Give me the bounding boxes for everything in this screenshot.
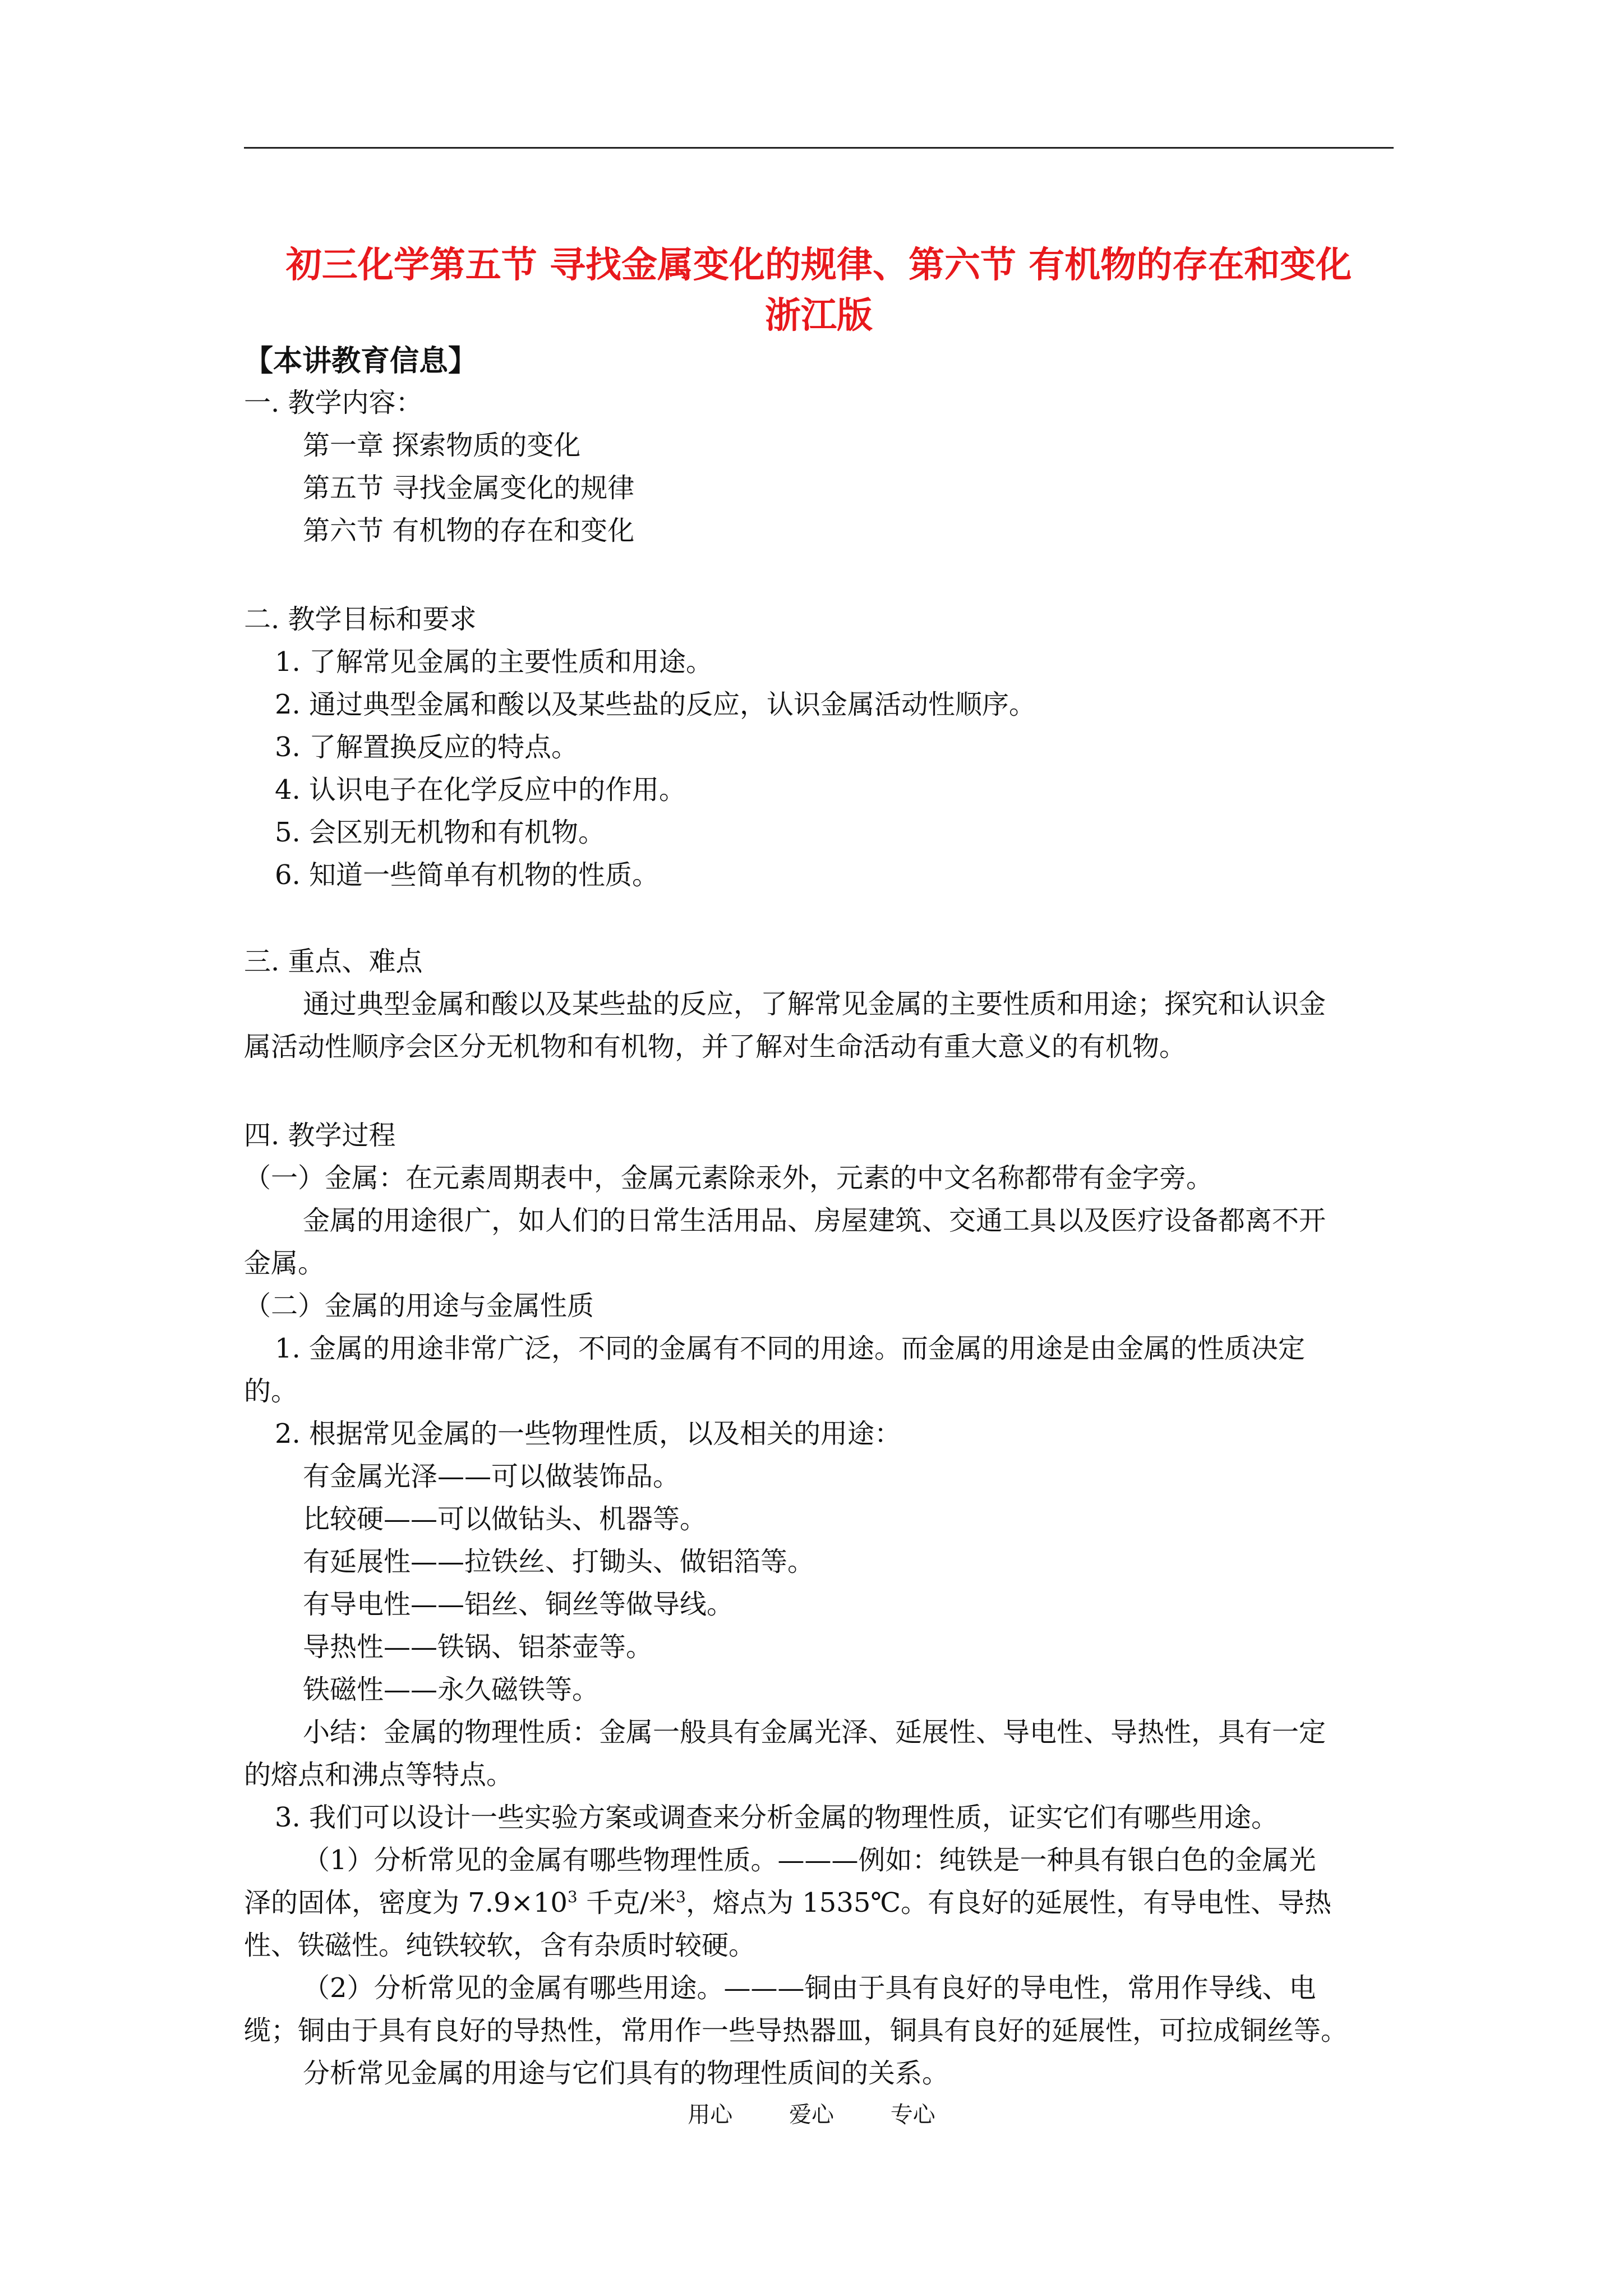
numbered-item-2: 2. 根据常见金属的一些物理性质，以及相关的用途：	[275, 1418, 902, 1450]
document-title-line2: 浙江版	[765, 295, 873, 337]
header-rule	[244, 147, 1394, 149]
part2-item: 6. 知道一些简单有机物的性质。	[275, 859, 660, 891]
subsection-1-paragraph-line: 金属的用途很广，如人们的日常生活用品、房屋建筑、交通工具以及医疗设备都离不开	[303, 1205, 1326, 1236]
analysis-1-line: （1）分析常见的金属有哪些物理性质。———例如：纯铁是一种具有银白色的金属光	[303, 1844, 1316, 1876]
property-item: 铁磁性——永久磁铁等。	[303, 1674, 600, 1705]
property-item: 比较硬——可以做钻头、机器等。	[303, 1503, 707, 1535]
analysis-1-text: ，熔点为 1535℃。有良好的延展性，有导电性、导热	[686, 1887, 1332, 1918]
numbered-item-3: 3. 我们可以设计一些实验方案或调查来分析金属的物理性质，证实它们有哪些用途。	[275, 1802, 1279, 1833]
footer-word: 爱心	[789, 2102, 834, 2128]
numbered-item-1-line: 1. 金属的用途非常广泛，不同的金属有不同的用途。而金属的用途是由金属的性质决定	[275, 1333, 1306, 1364]
analysis-1-text: 千克/米	[577, 1887, 676, 1918]
part3-heading: 三. 重点、难点	[244, 946, 423, 977]
part1-heading: 一. 教学内容：	[244, 387, 423, 418]
property-item: 有金属光泽——可以做装饰品。	[303, 1461, 680, 1492]
analysis-1-line	[244, 1881, 1331, 1924]
part3-paragraph-line: 通过典型金属和酸以及某些盐的反应，了解常见金属的主要性质和用途；探究和认识金	[303, 988, 1326, 1020]
page-footer	[0, 2098, 1623, 2132]
subsection-1-heading: （一）金属：在元素周期表中，金属元素除汞外，元素的中文名称都带有金字旁。	[244, 1162, 1214, 1194]
analysis-1-line: 性、铁磁性。纯铁较软，含有杂质时较硬。	[244, 1930, 756, 1961]
document-title-line1: 初三化学第五节 寻找金属变化的规律、第六节 有机物的存在和变化	[285, 245, 1352, 286]
part2-item: 3. 了解置换反应的特点。	[275, 731, 579, 763]
part1-item: 第一章 探索物质的变化	[303, 430, 581, 461]
section-header: 【本讲教育信息】	[244, 344, 478, 378]
part3-paragraph-line: 属活动性顺序会区分无机物和有机物，并了解对生命活动有重大意义的有机物。	[244, 1031, 1187, 1062]
part2-item: 2. 通过典型金属和酸以及某些盐的反应，认识金属活动性顺序。	[275, 689, 1036, 720]
analysis-1-text: 泽的固体，密度为 7.9×10	[244, 1887, 568, 1918]
footer-word: 专心	[890, 2102, 935, 2128]
superscript-exponent: 3	[676, 1888, 686, 1906]
subsection-2-heading: （二）金属的用途与金属性质	[244, 1290, 594, 1322]
analysis-2-line: （2）分析常见的金属有哪些用途。———铜由于具有良好的导电性，常用作导线、电	[303, 1972, 1316, 2004]
part2-item: 5. 会区别无机物和有机物。	[275, 817, 606, 848]
subsection-1-paragraph-line: 金属。	[244, 1248, 325, 1279]
analysis-2-line: 缆；铜由于具有良好的导热性，常用作一些导热器皿，铜具有良好的延展性，可拉成铜丝等。	[244, 2015, 1348, 2046]
part4-heading: 四. 教学过程	[244, 1120, 396, 1151]
part2-item: 4. 认识电子在化学反应中的作用。	[275, 774, 686, 806]
superscript-exponent: 3	[567, 1888, 578, 1906]
property-item: 有延展性——拉铁丝、打锄头、做铝箔等。	[303, 1546, 815, 1577]
summary-line: 小结：金属的物理性质：金属一般具有金属光泽、延展性、导电性、导热性，具有一定	[303, 1717, 1326, 1748]
footer-word: 用心	[688, 2102, 733, 2128]
part1-item: 第六节 有机物的存在和变化	[303, 515, 635, 546]
closing-line: 分析常见金属的用途与它们具有的物理性质间的关系。	[303, 2058, 949, 2089]
part2-heading: 二. 教学目标和要求	[244, 604, 477, 635]
property-item: 有导电性——铝丝、铜丝等做导线。	[303, 1589, 734, 1620]
property-item: 导热性——铁锅、铝茶壶等。	[303, 1631, 653, 1663]
summary-line: 的熔点和沸点等特点。	[244, 1759, 514, 1791]
numbered-item-1-line: 的。	[244, 1375, 298, 1407]
part1-item: 第五节 寻找金属变化的规律	[303, 472, 635, 504]
part2-item: 1. 了解常见金属的主要性质和用途。	[275, 646, 713, 678]
